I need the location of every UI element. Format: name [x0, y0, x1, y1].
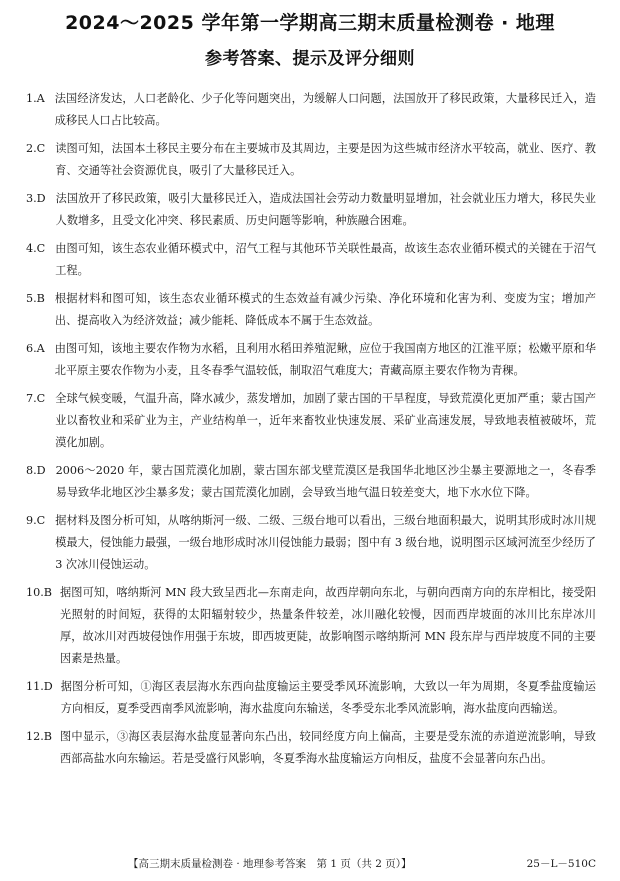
answer-number: 10.B	[26, 586, 53, 599]
answer-number: 8.D	[26, 464, 46, 477]
answer-item	[26, 288, 596, 332]
answer-number: 5.B	[26, 292, 45, 305]
answer-item	[26, 338, 596, 382]
answer-list	[26, 88, 596, 776]
answer-number: 4.C	[26, 242, 46, 255]
answer-explanation: 图中显示，③海区表层海水盐度显著向东凸出，较同经度方向上偏高，主要是受东流的赤道逆流影响，导致西部高盐水向东输运。若是受盛行风影响，冬夏季海水盐度输运方向相反，盐度不会显著向东凸出。	[60, 730, 596, 765]
answer-explanation: 由图可知，该生态农业循环模式中，沼气工程与其他环节关联性最高，故该生态农业循环模式的关键在于沼气工程。	[55, 242, 596, 277]
answer-number: 12.B	[26, 730, 53, 743]
footer-page-info: 【高三期末质量检测卷 · 地理参考答案 第 1 页（共 2 页）】	[128, 858, 412, 870]
answer-item	[26, 238, 596, 282]
page-title: 2024～2025 学年第一学期高三期末质量检测卷 · 地理	[65, 12, 555, 34]
answer-explanation: 据图分析可知，①海区表层海水东西向盐度输运主要受季风环流影响，大致以一年为周期，冬夏季盐度输运方向相反，夏季受西南季风流影响，海水盐度向东输送，冬季受东北季风流影响，海水盐度向西输送。	[60, 680, 596, 715]
answer-item	[26, 388, 596, 454]
answer-number: 11.D	[26, 680, 53, 693]
answer-item	[26, 726, 596, 770]
answer-explanation: 2006～2020 年，蒙古国荒漠化加剧，蒙古国东部戈壁荒漠区是我国华北地区沙尘暴主要源地之一，冬春季易导致华北地区沙尘暴多发；蒙古国荒漠化加剧，会导致当地气温日较差变大，地下水水位下降。	[55, 464, 596, 499]
answer-item	[26, 676, 596, 720]
answer-explanation: 据材料及图分析可知，从喀纳斯河一级、二级、三级台地可以看出，三级台地面积最大，说明其形成时冰川规模最大，侵蚀能力最强，一级台地形成时冰川侵蚀能力最弱；图中有 3 级台地，说明图示区域河流至少经历了 3 次冰川侵蚀运动。	[55, 514, 596, 571]
answer-item	[26, 88, 596, 132]
answer-number: 1.A	[26, 92, 45, 105]
page-subtitle: 参考答案、提示及评分细则	[205, 49, 415, 69]
answer-number: 2.C	[26, 142, 46, 155]
answer-explanation: 根据材料和图可知，该生态农业循环模式的生态效益有减少污染、净化环境和化害为利、变废为宝；增加产出、提高收入为经济效益；减少能耗、降低成本不属于生态效益。	[54, 292, 596, 327]
answer-number: 7.C	[26, 392, 46, 405]
answer-item	[26, 188, 596, 232]
answer-explanation: 法国放开了移民政策，吸引大量移民迁入，造成法国社会劳动力数量明显增加，社会就业压力增大，移民失业人数增多，且受文化冲突、移民素质、历史问题等影响，种族融合困难。	[55, 192, 596, 227]
answer-number: 3.D	[26, 192, 46, 205]
answer-item	[26, 460, 596, 504]
page-footer	[0, 856, 620, 876]
answer-item	[26, 510, 596, 576]
answer-explanation: 由图可知，该地主要农作物为水稻，且利用水稻田养殖泥鳅，应位于我国南方地区的江淮平原；松嫩平原和华北平原主要农作物为小麦，且冬春季气温较低，制取沼气难度大；青藏高原主要农作物为青稞。	[54, 342, 596, 377]
answer-number: 6.A	[26, 342, 45, 355]
answer-item	[26, 138, 596, 182]
answer-item	[26, 582, 596, 670]
answer-explanation: 全球气候变暖，气温升高，降水减少，蒸发增加，加剧了蒙古国的干旱程度，导致荒漠化更加严重；蒙古国产业以畜牧业和采矿业为主，产业结构单一，近年来畜牧业快速发展、采矿业高速发展，导致地表植被破坏，荒漠化加剧。	[55, 392, 596, 449]
answer-explanation: 法国经济发达，人口老龄化、少子化等问题突出，为缓解人口问题，法国放开了移民政策，大量移民迁入，造成移民人口占比较高。	[54, 92, 596, 127]
answer-explanation: 读图可知，法国本土移民主要分布在主要城市及其周边，主要是因为这些城市经济水平较高，就业、医疗、教育、交通等社会资源优良，吸引了大量移民迁入。	[55, 142, 596, 177]
answer-number: 9.C	[26, 514, 46, 527]
footer-doc-code: 25－L－510C	[526, 858, 596, 870]
answer-explanation: 据图可知，喀纳斯河 MN 段大致呈西北—东南走向，故西岸朝向东北，与朝向西南方向的东岸相比，接受阳光照射的时间短，获得的太阳辐射较少，热量条件较差，冰川融化较慢，因而西岸坡面的冰川比东岸冰川厚，故冰川对西坡侵蚀作用强于东坡，即西坡更陡，故影响图示喀纳斯河 MN 段东岸与西岸坡度不同的主要因素是热量。	[60, 586, 596, 665]
